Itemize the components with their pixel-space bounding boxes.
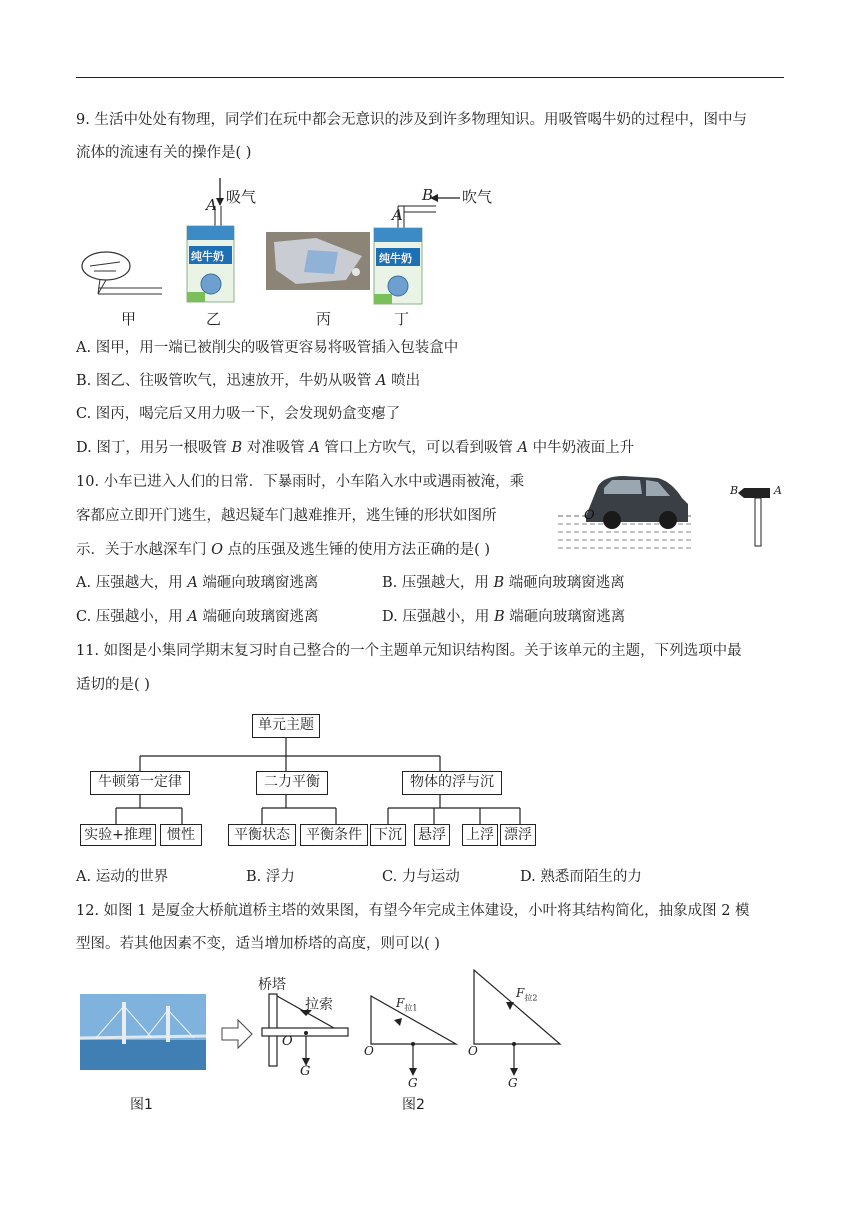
crumpled-box-bing	[266, 232, 370, 290]
tree-leaf-sink: 下沉	[370, 824, 406, 846]
q9-option-b: B. 图乙、往吸管吹气，迅速放开，牛奶从吸管 A 喷出	[76, 373, 421, 389]
label-G-tri2: G	[508, 1076, 518, 1090]
q11-stem-line1: 11. 如图是小集同学期末复习时自己整合的一个主题单元知识结构图。关于该单元的主题，下列选项中最	[76, 643, 742, 659]
q10-option-c: C. 压强越小，用 A 端砸向玻璃窗逃离	[76, 609, 319, 625]
milk-box-ding	[374, 194, 460, 304]
tree-leaf-suspend: 悬浮	[414, 824, 450, 846]
q10-option-b: B. 压强越大，用 B 端砸向玻璃窗逃离	[382, 575, 625, 591]
q11-option-a: A. 运动的世界	[76, 869, 169, 885]
tree-leaf-rise: 上浮	[462, 824, 498, 846]
label-bing: 丙	[316, 310, 332, 328]
label-O-tri1: O	[364, 1044, 374, 1058]
q12-stem-line1: 12. 如图 1 是厦金大桥航道桥主塔的效果图，有望今年完成主体建设，小叶将其结构简化，抽象成图 2 模	[76, 903, 750, 919]
caption-fig2: 图2	[402, 1097, 425, 1113]
tree-leaf-condition: 平衡条件	[300, 824, 368, 846]
label-F2: $F_{拉2}$	[516, 986, 538, 1003]
label-O-model: O	[282, 1034, 293, 1049]
label-F1: $F_{拉1}$	[396, 996, 418, 1013]
label-G-model: G	[300, 1064, 311, 1079]
tree-leaf-experiment: 实验+推理	[80, 824, 156, 846]
label-B-ding: B	[422, 186, 434, 204]
q9-option-d: D. 图丁，用另一根吸管 B 对准吸管 A 管口上方吹气，可以看到吸管 A 中牛奶液面上升	[76, 440, 635, 456]
q9-option-c: C. 图丙，喝完后又用力吸一下，会发现奶盒变瘪了	[76, 406, 401, 422]
label-A-yi: A	[206, 196, 217, 214]
tree-leaf-state: 平衡状态	[228, 824, 296, 846]
label-O-car: O	[584, 508, 595, 523]
q10-option-d: D. 压强越小，用 B 端砸向玻璃窗逃离	[382, 609, 626, 625]
q10-option-a: A. 压强越大，用 A 端砸向玻璃窗逃离	[76, 575, 319, 591]
car-in-water	[558, 476, 692, 550]
label-milk-yi: 纯牛奶	[191, 250, 224, 263]
label-ding: 丁	[394, 310, 410, 328]
label-O-tri2: O	[468, 1044, 478, 1058]
tree-node-newton: 牛顿第一定律	[90, 771, 190, 795]
label-yi: 乙	[206, 310, 222, 328]
label-chuiqi: 吹气	[462, 188, 493, 206]
label-tower: 桥塔	[258, 977, 286, 993]
q10-stem-line1: 10. 小车已进入人们的日常．下暴雨时，小车陷入水中或遇雨被淹，乘	[76, 474, 525, 490]
straw-pointed-figure	[82, 252, 162, 294]
tree-leaf-float: 漂浮	[500, 824, 536, 846]
q11-option-b: B. 浮力	[246, 869, 295, 885]
label-A-hammer: A	[774, 484, 782, 497]
q10-stem-line2: 客都应立即开门逃生，越迟疑车门越难推开，逃生锤的形状如图所	[76, 508, 497, 524]
tree-leaf-inertia: 惯性	[160, 824, 202, 846]
q10-stem-line3: 示．关于水越深车门 O 点的压强及逃生锤的使用方法正确的是( )	[76, 542, 491, 558]
q11-option-d: D. 熟悉而陌生的力	[520, 869, 642, 885]
q12-stem-line2: 型图。若其他因素不变，适当增加桥塔的高度，则可以( )	[76, 936, 440, 952]
label-G-tri1: G	[408, 1076, 418, 1090]
tree-node-balance: 二力平衡	[256, 771, 328, 795]
q9-option-a: A. 图甲，用一端已被削尖的吸管更容易将吸管插入包装盒中	[76, 340, 459, 356]
tree-node-float: 物体的浮与沉	[402, 771, 502, 795]
q9-stem-line2: 流体的流速有关的操作是( )	[76, 145, 252, 161]
label-milk-ding: 纯牛奶	[379, 252, 412, 265]
q11-option-c: C. 力与运动	[382, 869, 460, 885]
tree-root: 单元主题	[252, 714, 320, 738]
caption-fig1: 图1	[130, 1097, 153, 1113]
label-B-hammer: B	[730, 484, 739, 497]
bridge-photo	[80, 994, 206, 1070]
label-A-ding: A	[392, 206, 403, 224]
q11-stem-line2: 适切的是( )	[76, 677, 150, 693]
escape-hammer	[738, 488, 770, 546]
label-xiqi: 吸气	[226, 188, 257, 206]
q12-figure	[76, 966, 576, 1096]
label-cable: 拉索	[305, 997, 333, 1013]
header-rule	[76, 77, 784, 78]
label-jia: 甲	[121, 310, 137, 328]
q9-stem-line1: 9. 生活中处处有物理，同学们在玩中都会无意识的涉及到许多物理知识。用吸管喝牛奶的过程中，图中与	[76, 112, 747, 128]
